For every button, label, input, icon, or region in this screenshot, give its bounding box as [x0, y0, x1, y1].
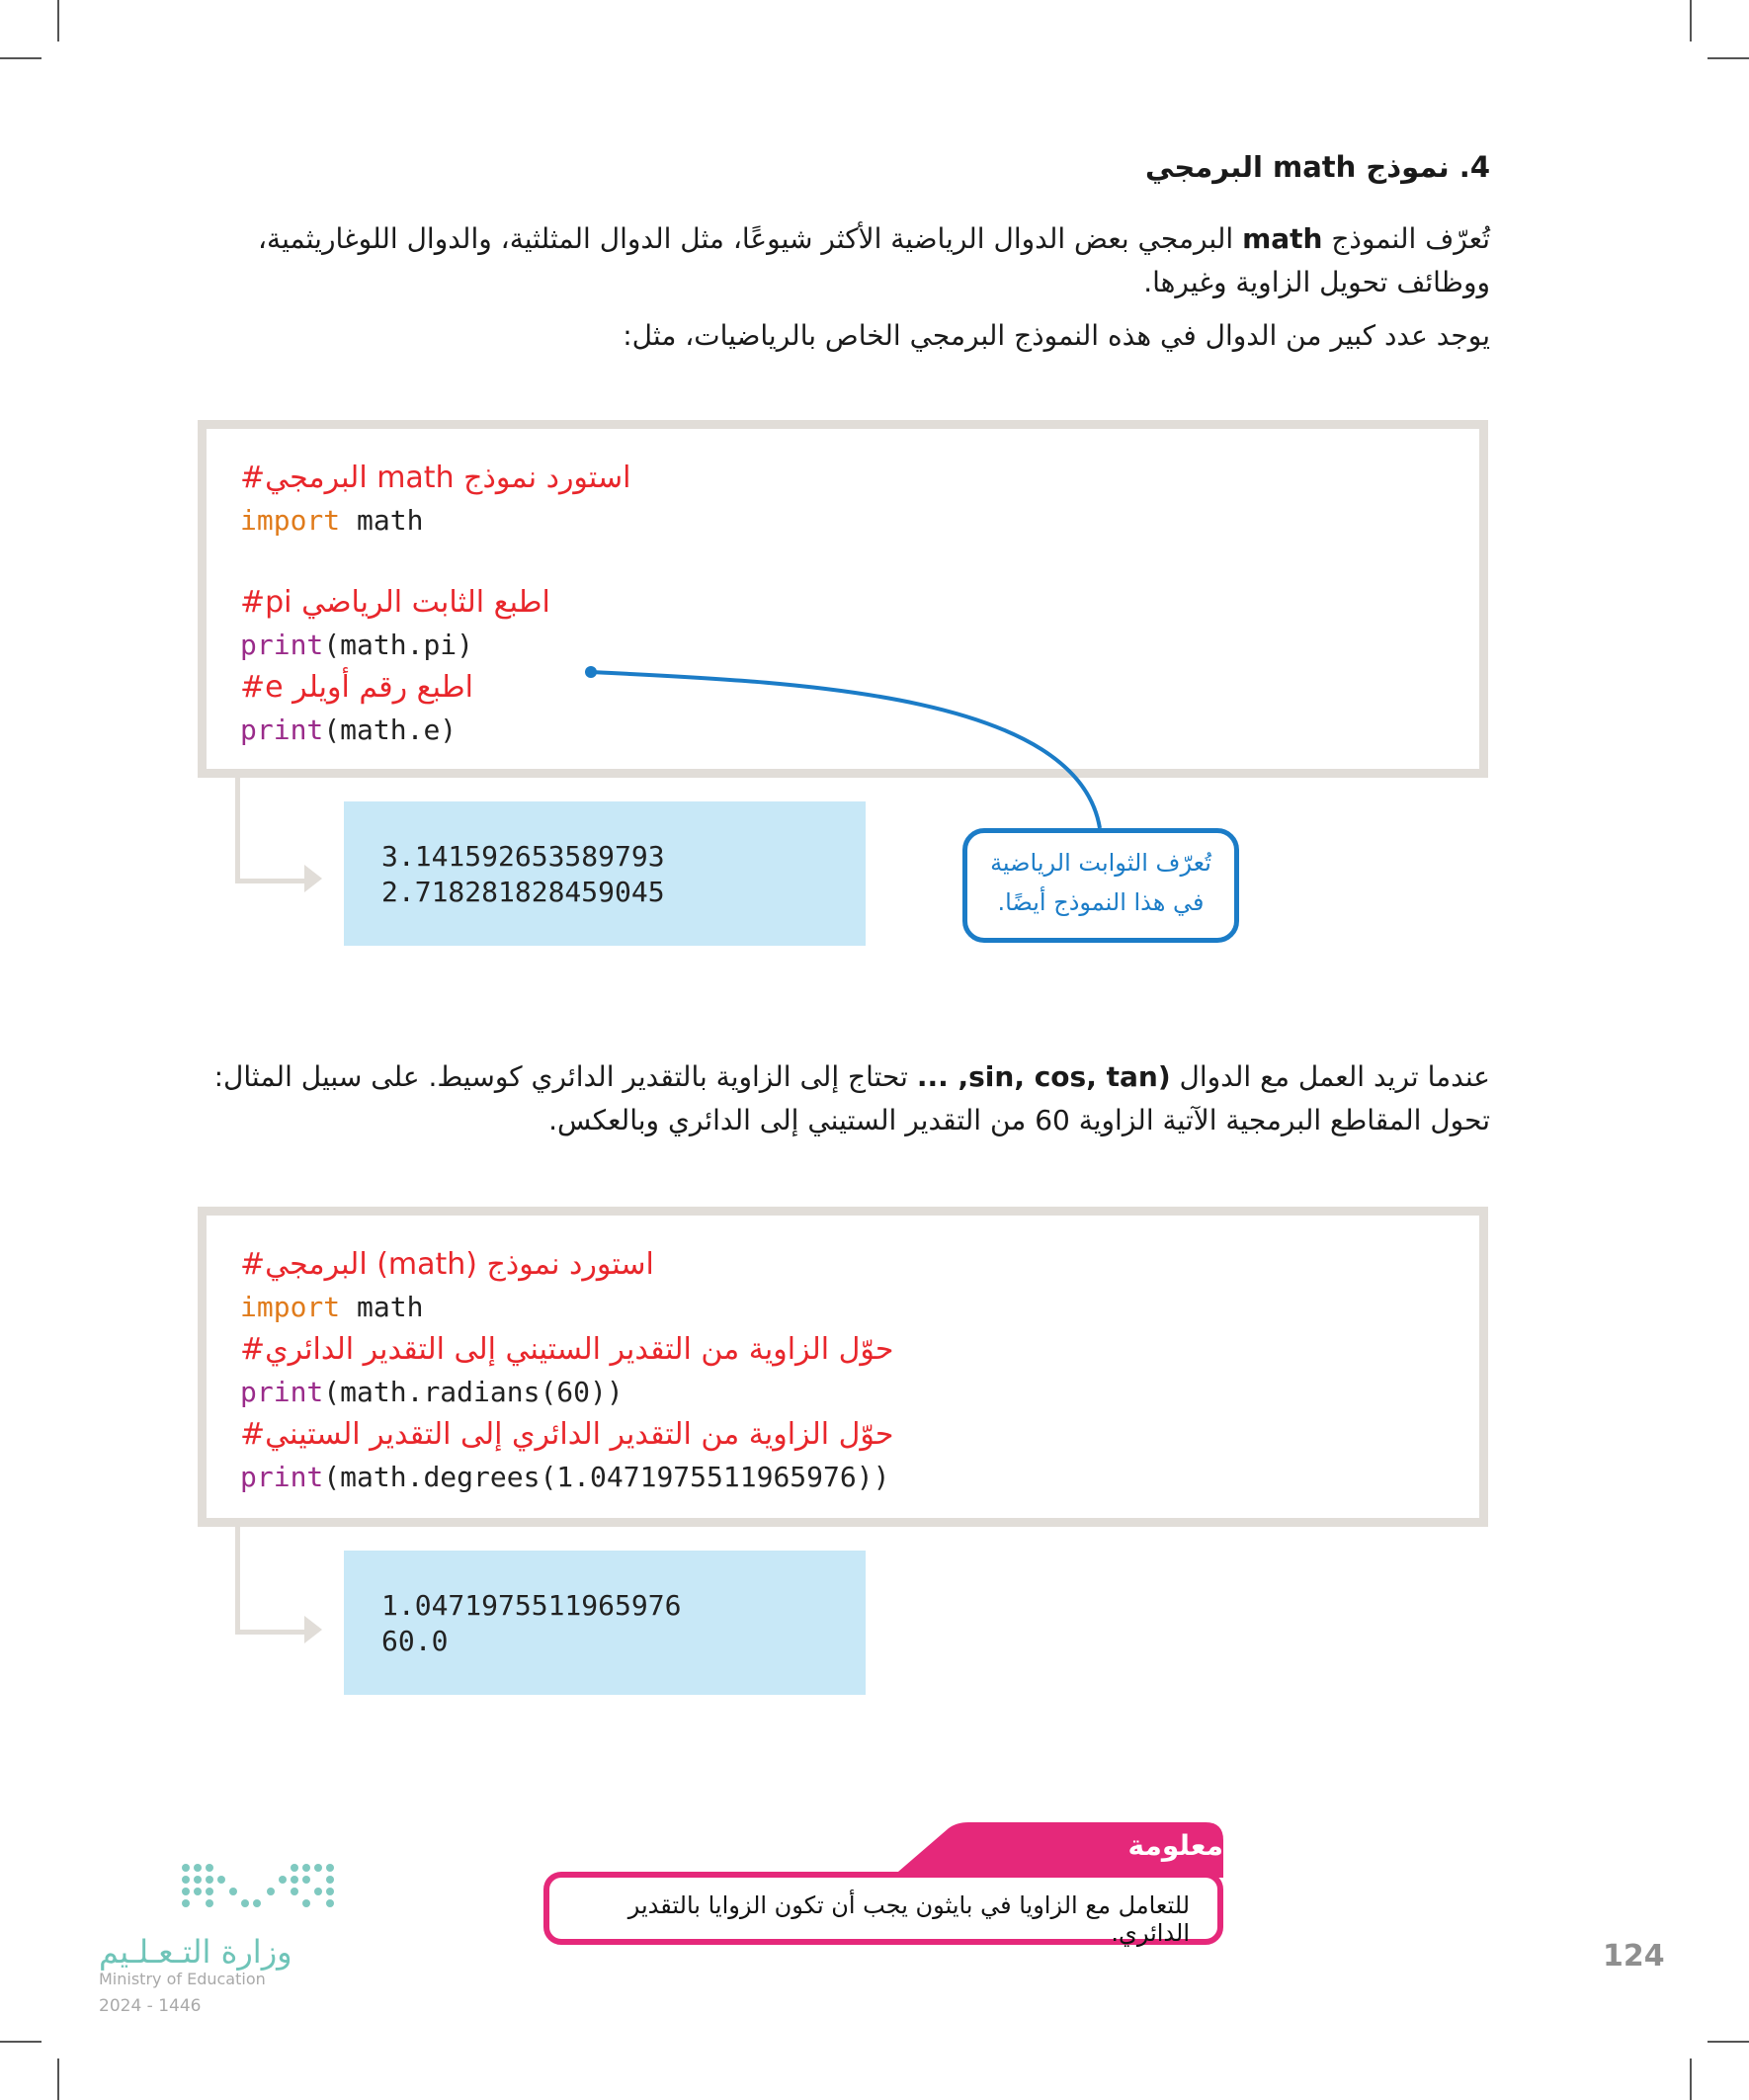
output-line: 3.141592653589793: [381, 840, 665, 873]
code-function: print: [240, 1376, 324, 1408]
page-number: 124: [1603, 1939, 1665, 1974]
callout-note: [962, 828, 1239, 943]
arrow-icon: [304, 1616, 322, 1643]
code-comment: استورد نموذج (math) البرمجي#: [240, 1247, 654, 1282]
code-text: math: [340, 1291, 424, 1323]
intro-bold: math: [1242, 222, 1323, 255]
output-line: 60.0: [381, 1625, 449, 1657]
code-comment: استورد نموذج math البرمجي#: [240, 461, 631, 495]
functions-paragraph: يوجد عدد كبير من الدوال في هذه النموذج البرمجي الخاص بالرياضيات، مثل:: [623, 319, 1490, 352]
code-text: (math.e): [323, 714, 458, 746]
code-comment: حوّل الزاوية من التقدير الستيني إلى التقدير الدائري#: [240, 1332, 894, 1367]
code-text: (math.radians(60)): [323, 1376, 624, 1408]
code-function: print: [240, 629, 324, 661]
code-keyword: import: [240, 1291, 341, 1323]
code-block-conversion: [198, 1207, 1488, 1527]
intro-suffix: البرمجي بعض الدوال الرياضية الأكثر شيوعًا، مثل الدوال المثلثية، والدوال اللوغاريثمية، ووظائف تحويل الزاوية وغيرها.: [258, 222, 1490, 298]
radians-prefix: عندما تريد العمل مع الدوال: [1179, 1060, 1490, 1093]
callout-line: في هذا النموذج أيضًا.: [997, 888, 1205, 916]
code-keyword: import: [240, 504, 341, 537]
ministry-year: 2024 - 1446: [99, 1996, 202, 2016]
code-function: print: [240, 714, 324, 746]
code-comment: اطبع الثابت الرياضي pi#: [240, 585, 550, 620]
section-heading: 4. نموذج math البرمجي: [1145, 150, 1490, 184]
code-function: print: [240, 1461, 324, 1493]
output-line: 1.0471975511965976: [381, 1589, 682, 1622]
code-text: math: [340, 504, 424, 537]
radians-paragraph: [198, 1055, 1490, 1142]
output-connector: [235, 1527, 309, 1635]
code-comment: حوّل الزاوية من التقدير الدائري إلى التقدير الستيني#: [240, 1417, 894, 1452]
callout-line: تُعرّف الثوابت الرياضية: [990, 849, 1211, 877]
radians-bold: (sin, cos, tan, ...: [916, 1060, 1171, 1093]
intro-prefix: تُعرّف النموذج: [1331, 222, 1490, 255]
ministry-name-en: Ministry of Education: [99, 1970, 266, 1988]
code-text: (math.pi): [323, 629, 474, 661]
radians-suffix: تحتاج إلى الزاوية بالتقدير الدائري كوسيط. على سبيل المثال: تحول المقاطع البرمجية الآتية الزاوية 60 من التقدير الستيني إلى الدائري وبالعكس.: [213, 1060, 1490, 1136]
info-label: معلومة: [1127, 1829, 1223, 1862]
output-block-conversion: [344, 1551, 866, 1695]
code-comment: اطبع رقم أويلر e#: [240, 670, 473, 705]
output-line: 2.718281828459045: [381, 876, 665, 908]
ministry-name-ar: وزارة التـعـلـيم: [99, 1933, 292, 1971]
code-text: (math.degrees(1.0471975511965976)): [323, 1461, 890, 1493]
info-box: [543, 1872, 1223, 1945]
info-text: للتعامل مع الزاويا في بايثون يجب أن تكون الزوايا بالتقدير الدائري.: [627, 1891, 1190, 1947]
